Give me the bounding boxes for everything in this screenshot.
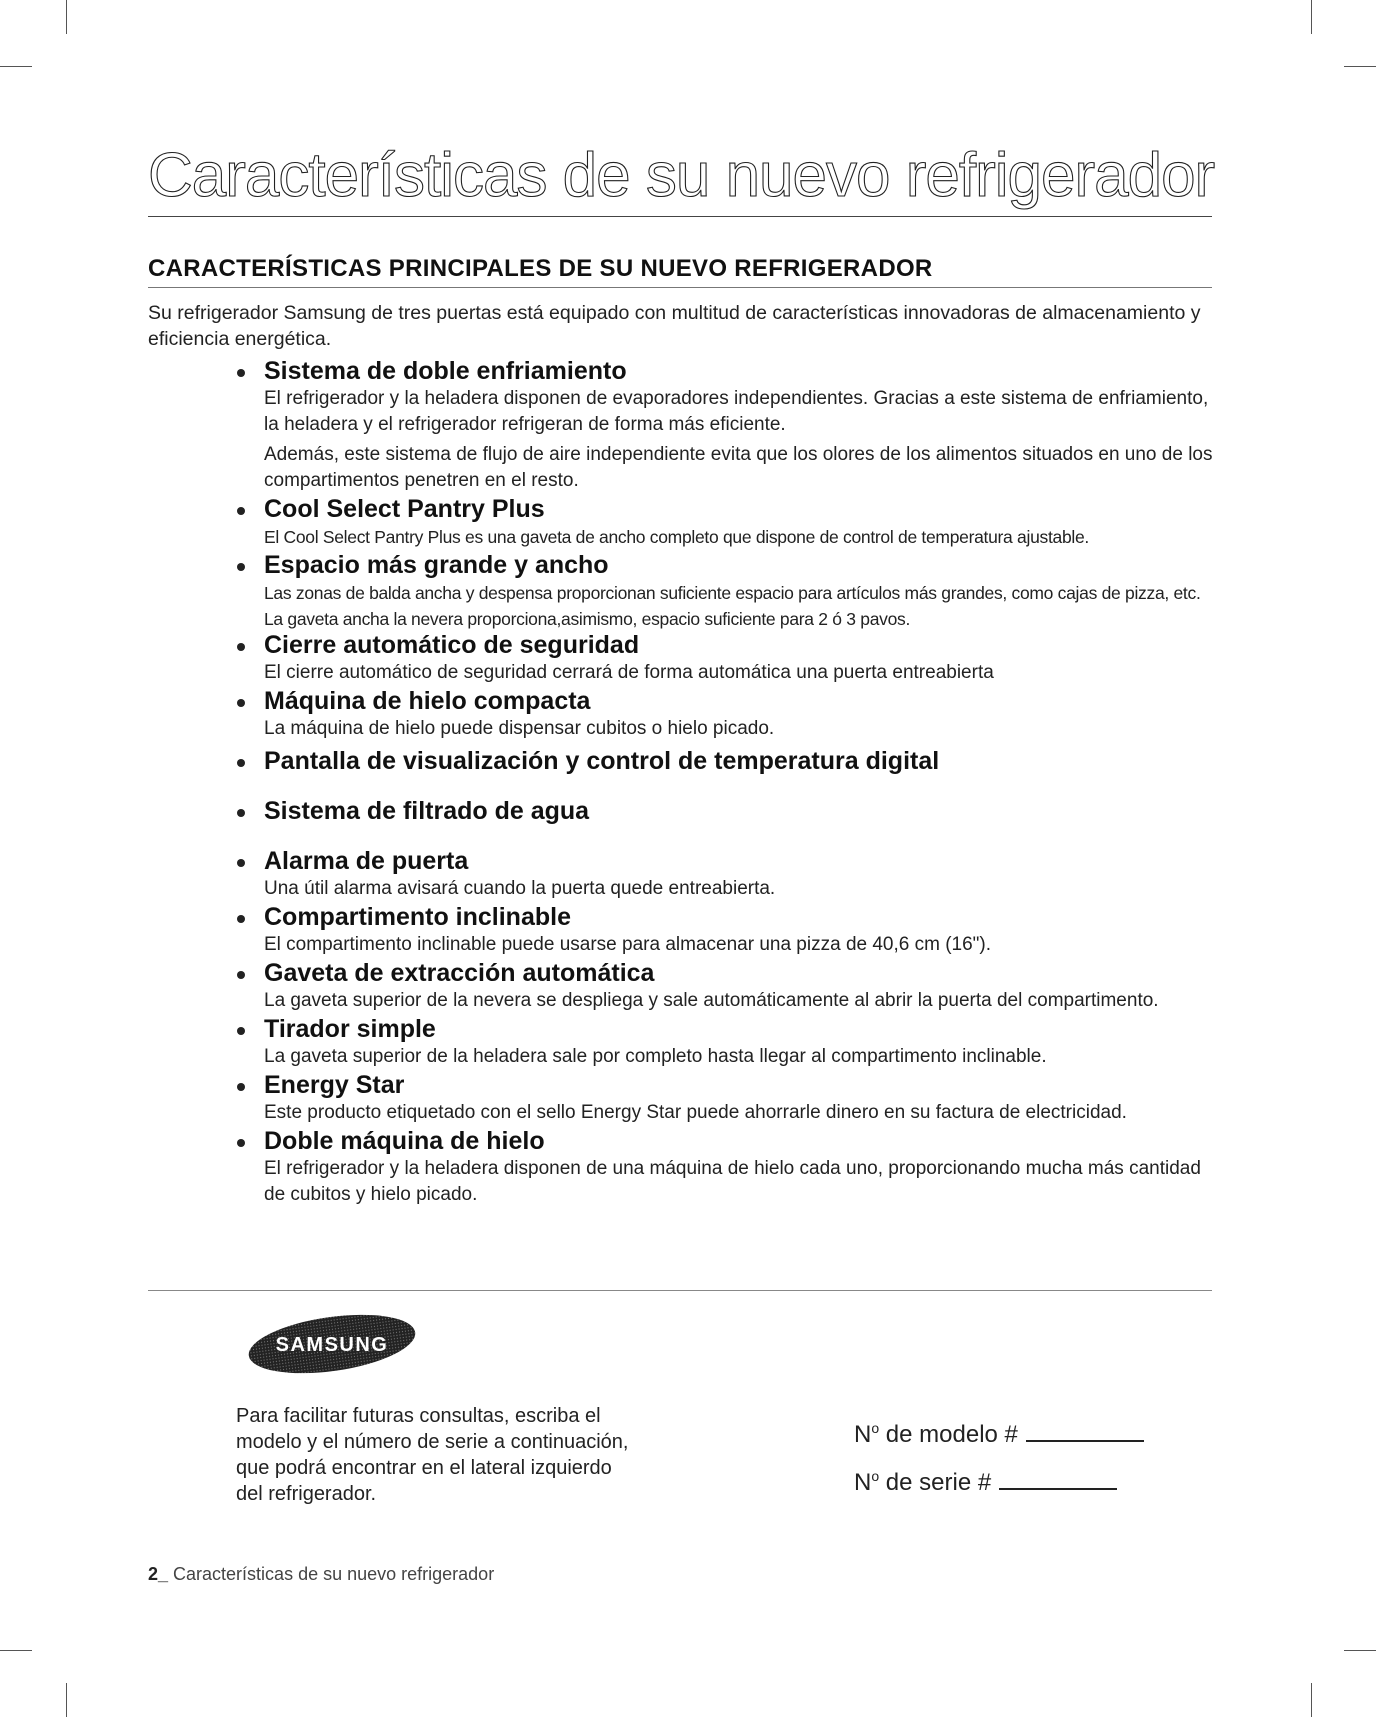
model-label-sup: o [871,1420,880,1436]
feature-item [234,796,1214,826]
logo-text: SAMSUNG [275,1334,389,1356]
model-label: de modelo # [879,1421,1018,1448]
serial-label: de serie # [879,1469,992,1496]
feature-item [234,846,1214,902]
footer-text: Características de su nuevo refrigerador [168,1564,495,1584]
feature-item [234,686,1214,742]
crop-mark-bottom-left [66,1683,67,1717]
feature-item [234,550,1214,632]
feature-description: El cierre automático de seguridad cerrará de forma automática una puerta entreabierta [264,662,994,683]
intro-paragraph: Su refrigerador Samsung de tres puertas está equipado con multitud de características innovadoras de almacenamiento y eficiencia energética. [148,302,1201,350]
crop-mark-bottom-right [1311,1683,1312,1717]
feature-list [234,356,1214,1208]
feature-title: Energy Star [264,1071,405,1099]
page-title: Características de su nuevo refrigerador [148,141,1215,210]
samsung-logo [246,1310,418,1374]
feature-title: Pantalla de visualización y control de temperatura digital [264,747,940,775]
feature-title: Sistema de filtrado de agua [264,797,590,825]
page-footer [148,1564,494,1585]
feature-title: Doble máquina de hielo [264,1127,545,1155]
feature-title: Cool Select Pantry Plus [264,495,545,523]
main-section [148,252,1212,352]
feature-description: Las zonas de balda ancha y despensa proporcionan suficiente espacio para artículos más grandes, como cajas de pizza, etc. La gaveta ancha la nevera proporciona,asimismo, espacio suficiente para 2 ó 3 pavos. [264,583,1201,629]
feature-item [234,902,1214,958]
reference-note: Para facilitar futuras consultas, escriba el modelo y el número de serie a continuación, que podrá encontrar en el lateral izquierdo del refrigerador. [236,1405,629,1505]
feature-description: La gaveta superior de la heladera sale por completo hasta llegar al compartimento inclinable. [264,1046,1047,1067]
feature-title: Sistema de doble enfriamiento [264,357,627,385]
feature-title: Máquina de hielo compacta [264,687,591,715]
feature-description: La máquina de hielo puede dispensar cubitos o hielo picado. [264,718,775,739]
serial-label-sup: o [871,1468,880,1484]
feature-title: Gaveta de extracción automática [264,959,655,987]
page-number: 2_ [148,1564,169,1584]
feature-item [234,630,1214,686]
feature-description: El compartimento inclinable puede usarse para almacenar una pizza de 40,6 cm (16"). [264,934,992,955]
page-title-block [148,138,1215,217]
crop-mark-top-right [1311,0,1312,34]
feature-title: Cierre automático de seguridad [264,631,640,659]
crop-mark-top-left [66,0,67,34]
section-heading: CARACTERÍSTICAS PRINCIPALES DE SU NUEVO REFRIGERADOR [148,252,1212,288]
feature-description: El Cool Select Pantry Plus es una gaveta de ancho completo que dispone de control de temperatura ajustable. [264,527,1089,547]
feature-description: El refrigerador y la heladera disponen de evaporadores independientes. Gracias a este sistema de enfriamiento, la heladera y el refrigerador refrigeran de forma más eficiente. [264,388,1209,435]
feature-title: Compartimento inclinable [264,903,571,931]
crop-mark-right-bottom [1344,1650,1376,1651]
crop-mark-left-top [0,66,32,67]
feature-title: Espacio más grande y ancho [264,551,609,579]
model-number-field [854,1418,1144,1449]
crop-mark-left-bottom [0,1650,32,1651]
feature-item [234,746,1214,776]
feature-description: El refrigerador y la heladera disponen de una máquina de hielo cada uno, proporcionando mucha más cantidad de cubitos y hielo picado. [264,1158,1201,1205]
feature-item [234,1014,1214,1070]
feature-item [234,1126,1214,1208]
feature-description: Además, este sistema de flujo de aire independiente evita que los olores de los alimentos situados en uno de los compartimentos penetren en el resto. [264,444,1213,491]
feature-description: La gaveta superior de la nevera se despliega y sale automáticamente al abrir la puerta del compartimento. [264,990,1159,1011]
feature-item [234,1070,1214,1126]
feature-item [234,356,1214,494]
model-label-prefix: N [854,1421,872,1448]
model-number-blank[interactable] [1026,1418,1144,1442]
divider [148,1290,1212,1291]
serial-label-prefix: N [854,1469,872,1496]
feature-title: Tirador simple [264,1015,436,1043]
crop-mark-right-top [1344,66,1376,67]
feature-item [234,958,1214,1014]
feature-description: Este producto etiquetado con el sello Energy Star puede ahorrarle dinero en su factura de electricidad. [264,1102,1127,1123]
feature-title: Alarma de puerta [264,847,469,875]
feature-description: Una útil alarma avisará cuando la puerta quede entreabierta. [264,878,776,899]
serial-number-blank[interactable] [999,1466,1117,1490]
serial-number-field [854,1466,1117,1497]
feature-item [234,494,1214,550]
